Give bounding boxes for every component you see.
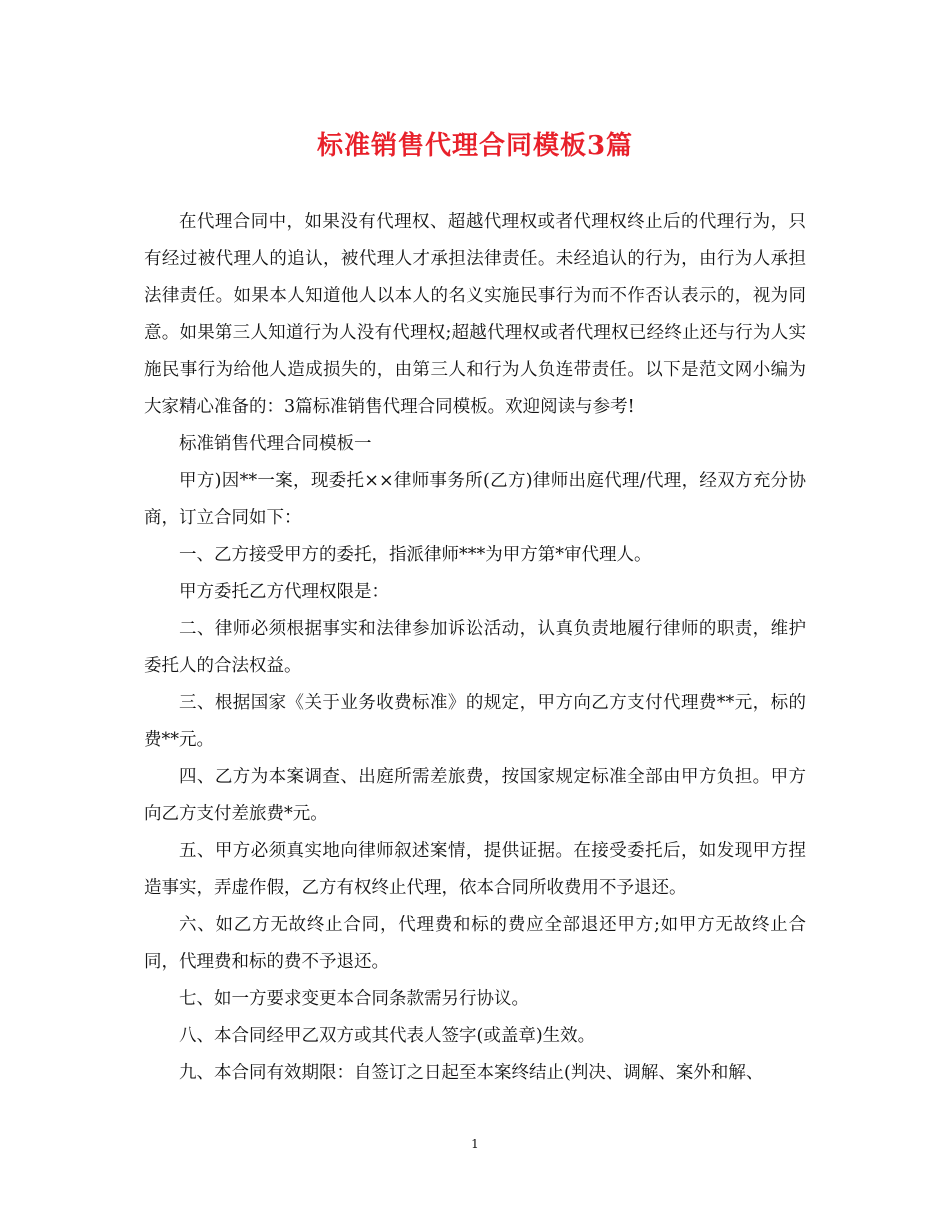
paragraph-intro: 在代理合同中，如果没有代理权、超越代理权或者代理权终止后的代理行为，只有经过被代理人的追认，被代理人才承担法律责任。未经追认的行为，由行为人承担法律责任。如果本人知道他人以本人的名义实施民事行为而不作否认表示的，视为同意。如果第三人知道行为人没有代理权;超越代理权或者代理权已经终止还与行为人实施民事行为给他人造成损失的，由第三人和行为人负连带责任。以下是范文网小编为大家精心准备的：3篇标准销售代理合同模板。欢迎阅读与参考! xyxy=(144,212,806,417)
section-heading: 标准销售代理合同模板一 xyxy=(179,434,372,454)
authority-scope: 甲方委托乙方代理权限是： xyxy=(179,582,389,602)
clause-5: 五、甲方必须真实地向律师叙述案情，提供证据。在接受委托后，如发现甲方捏造事实，弄虚作假，乙方有权终止代理，依本合同所收费用不予退还。 xyxy=(144,841,806,898)
clause-6: 六、如乙方无故终止合同，代理费和标的费应全部退还甲方;如甲方无故终止合同，代理费和标的费不予退还。 xyxy=(144,915,806,972)
clause-7: 七、如一方要求变更本合同条款需另行协议。 xyxy=(179,989,529,1009)
document-body xyxy=(144,204,806,1092)
clause-2: 二、律师必须根据事实和法律参加诉讼活动，认真负责地履行律师的职责，维护委托人的合法权益。 xyxy=(144,619,806,676)
clause-1: 一、乙方接受甲方的委托，指派律师***为甲方第*审代理人。 xyxy=(179,545,652,565)
clause-9: 九、本合同有效期限：自签订之日起至本案终结止(判决、调解、案外和解、 xyxy=(179,1063,764,1083)
clause-8: 八、本合同经甲乙双方或其代表人签字(或盖章)生效。 xyxy=(179,1026,596,1046)
clause-3: 三、根据国家《关于业务收费标准》的规定，甲方向乙方支付代理费**元，标的费**元。 xyxy=(144,693,806,750)
document-title: 标准销售代理合同模板3篇 xyxy=(316,131,634,161)
page-number: 1 xyxy=(471,1137,479,1151)
clause-4: 四、乙方为本案调查、出庭所需差旅费，按国家规定标准全部由甲方负担。甲方向乙方支付差旅费*元。 xyxy=(144,767,806,824)
paragraph-parties: 甲方)因**一案，现委托××律师事务所(乙方)律师出庭代理/代理，经双方充分协商，订立合同如下： xyxy=(144,471,806,528)
